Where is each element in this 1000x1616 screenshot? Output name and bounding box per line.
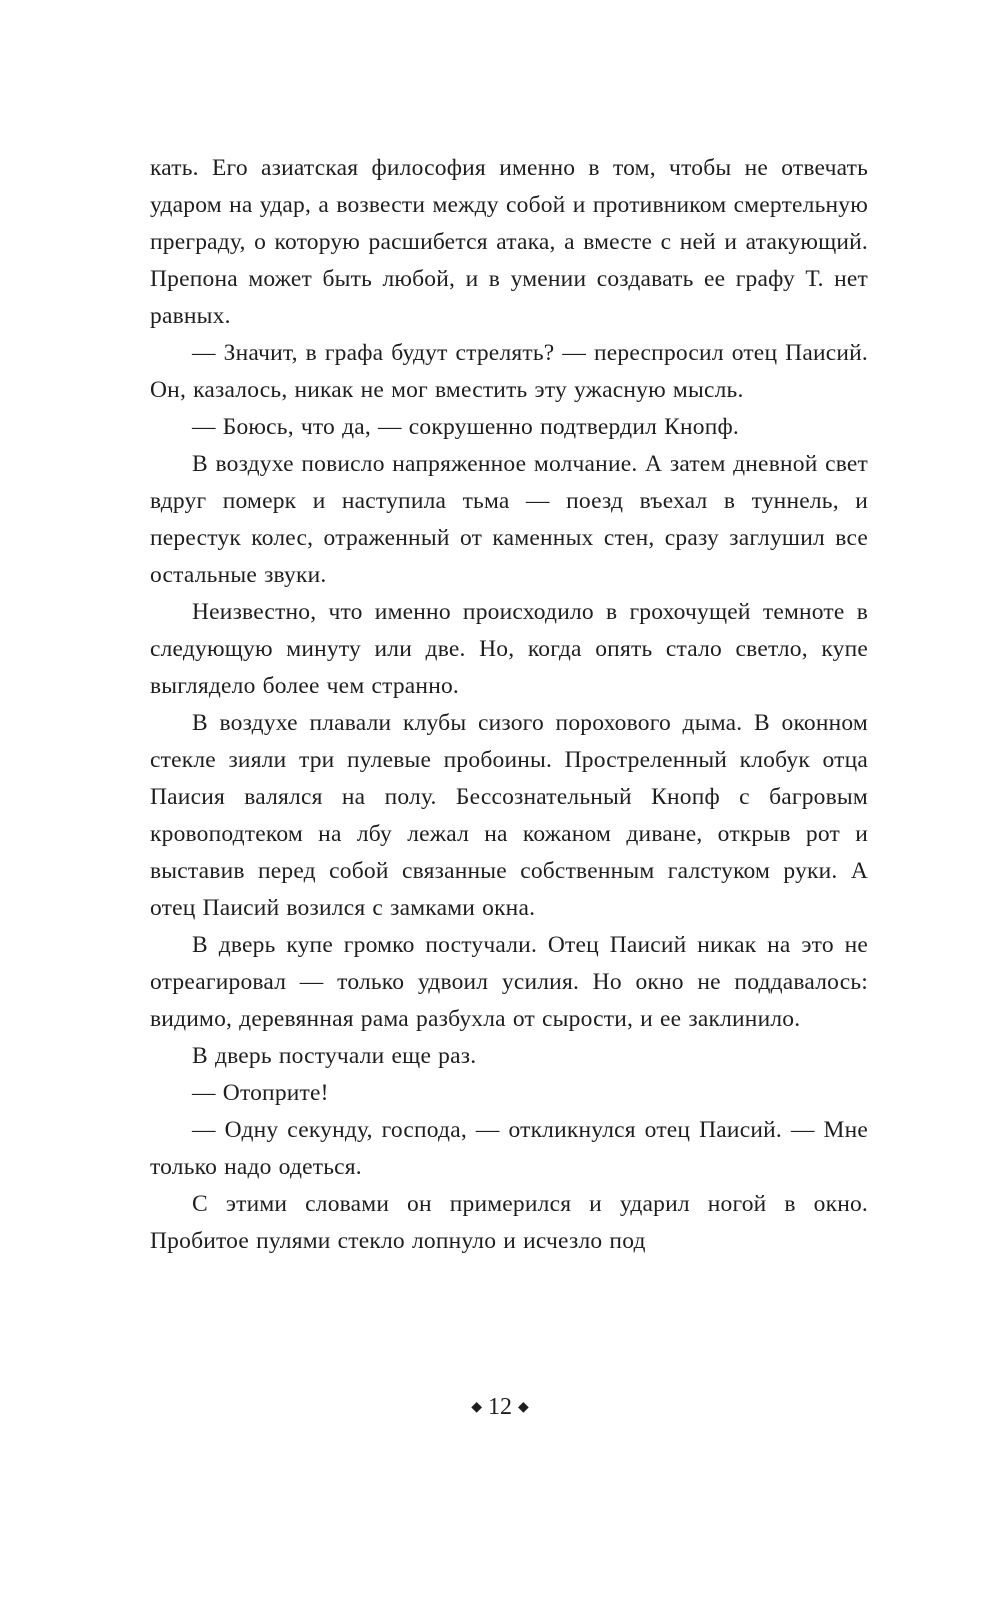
text-block bbox=[150, 150, 868, 1260]
diamond-icon: ◆ bbox=[471, 1400, 482, 1415]
paragraph: — Значит, в графа будут стрелять? — переспросил отец Паисий. Он, казалось, никак не мог вместить эту ужасную мысль. bbox=[150, 340, 868, 403]
paragraph: — Отоприте! bbox=[192, 1080, 329, 1106]
paragraph: кать. Его азиатская философия именно в том, чтобы не отвечать ударом на удар, а возвести между собой и противником смертельную преграду, о которую расшибется атака, а вместе с ней и атакующий. Препона может быть любой, и в умении создавать ее графу Т. нет равных. bbox=[150, 155, 868, 329]
page-number: 12 bbox=[488, 1394, 512, 1420]
page-footer bbox=[0, 1394, 1000, 1421]
paragraph: С этими словами он примерился и ударил ногой в окно. Пробитое пулями стекло лопнуло и исчезло под bbox=[150, 1191, 868, 1254]
paragraph: В воздухе повисло напряженное молчание. А затем дневной свет вдруг померк и наступила тьма — поезд въехал в туннель, и перестук колес, отраженный от каменных стен, сразу заглушил все остальные звуки. bbox=[150, 451, 868, 588]
paragraph: Неизвестно, что именно происходило в грохочущей темноте в следующую минуту или две. Но, когда опять стало светло, купе выглядело более чем странно. bbox=[150, 599, 868, 699]
paragraph: — Боюсь, что да, — сокрушенно подтвердил Кнопф. bbox=[192, 414, 739, 440]
paragraph: В дверь постучали еще раз. bbox=[192, 1043, 477, 1069]
paragraph: В дверь купе громко постучали. Отец Паисий никак на это не отреагировал — только удвоил усилия. Но окно не поддавалось: видимо, деревянная рама разбухла от сырости, и ее заклинило. bbox=[150, 932, 868, 1032]
diamond-icon: ◆ bbox=[518, 1400, 529, 1415]
paragraph: — Одну секунду, господа, — откликнулся отец Паисий. — Мне только надо одеться. bbox=[150, 1117, 868, 1180]
paragraph: В воздухе плавали клубы сизого порохового дыма. В оконном стекле зияли три пулевые пробоины. Простреленный клобук отца Паисия валялся на полу. Бессознательный Кнопф с багровым кровоподтеком на лбу лежал на кожаном диване, открыв рот и выставив перед собой связанные собственным галстуком руки. А отец Паисий возился с замками окна. bbox=[150, 710, 868, 921]
